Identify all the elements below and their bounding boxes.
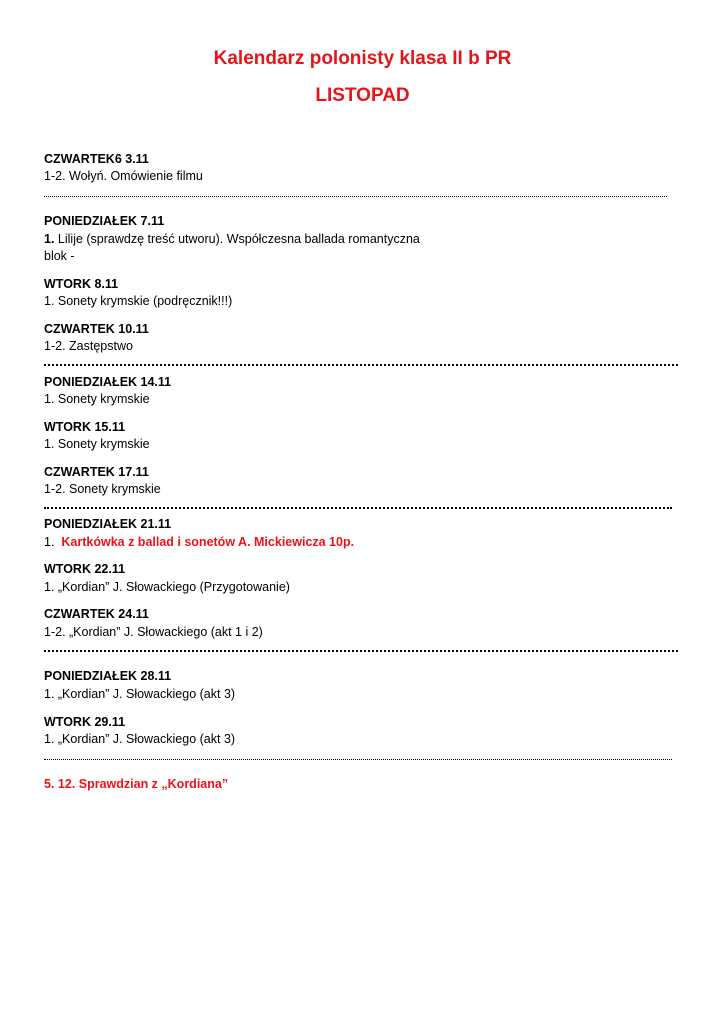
day-heading: CZWARTEK 17.11 xyxy=(44,465,149,479)
month-heading: LISTOPAD xyxy=(315,85,410,106)
dotted-separator xyxy=(44,759,672,760)
day-heading: PONIEDZIAŁEK 28.11 xyxy=(44,669,172,683)
day-heading: PONIEDZIAŁEK 14.11 xyxy=(44,375,172,389)
document-title: Kalendarz polonisty klasa II b PR xyxy=(213,48,512,69)
lesson-line: 1-2. Zastępstwo xyxy=(44,339,133,353)
lesson-line: 1. Sonety krymskie (podręcznik!!!) xyxy=(44,294,233,308)
day-heading: WTORK 29.11 xyxy=(44,715,126,729)
quiz-announcement: Kartkówka z ballad i sonetów A. Mickiewicza 10p. xyxy=(61,535,355,549)
lesson-line: 1-2. Sonety krymskie xyxy=(44,482,161,496)
day-heading: CZWARTEK 10.11 xyxy=(44,322,149,336)
lesson-line: 1. Sonety krymskie xyxy=(44,392,150,406)
day-heading: WTORK 15.11 xyxy=(44,420,126,434)
lesson-number: 1. xyxy=(44,232,55,246)
lesson-line: 1-2. Wołyń. Omówienie filmu xyxy=(44,169,203,183)
day-heading: CZWARTEK6 3.11 xyxy=(44,152,149,166)
dotted-separator xyxy=(44,650,678,652)
day-heading: CZWARTEK 24.11 xyxy=(44,607,149,621)
lesson-line xyxy=(44,232,420,246)
lesson-line: 1. „Kordian” J. Słowackiego (Przygotowanie) xyxy=(44,580,290,594)
lesson-number: 1. xyxy=(44,535,55,549)
dotted-separator xyxy=(44,196,667,197)
day-heading: WTORK 8.11 xyxy=(44,277,119,291)
lesson-line xyxy=(44,535,354,549)
dotted-separator xyxy=(44,507,672,509)
lesson-text: Lilije (sprawdzę treść utworu). Współczesna ballada romantyczna xyxy=(54,232,420,246)
lesson-line: 1. „Kordian” J. Słowackiego (akt 3) xyxy=(44,687,236,701)
dotted-separator xyxy=(44,364,678,366)
lesson-line: 1-2. „Kordian” J. Słowackiego (akt 1 i 2) xyxy=(44,625,263,639)
day-heading: WTORK 22.11 xyxy=(44,562,126,576)
lesson-line: 1. Sonety krymskie xyxy=(44,437,150,451)
day-heading: PONIEDZIAŁEK 21.11 xyxy=(44,517,172,531)
test-announcement: 5. 12. Sprawdzian z „Kordiana” xyxy=(44,777,229,791)
lesson-line: blok - xyxy=(44,249,75,263)
lesson-line: 1. „Kordian” J. Słowackiego (akt 3) xyxy=(44,732,236,746)
day-heading: PONIEDZIAŁEK 7.11 xyxy=(44,214,165,228)
